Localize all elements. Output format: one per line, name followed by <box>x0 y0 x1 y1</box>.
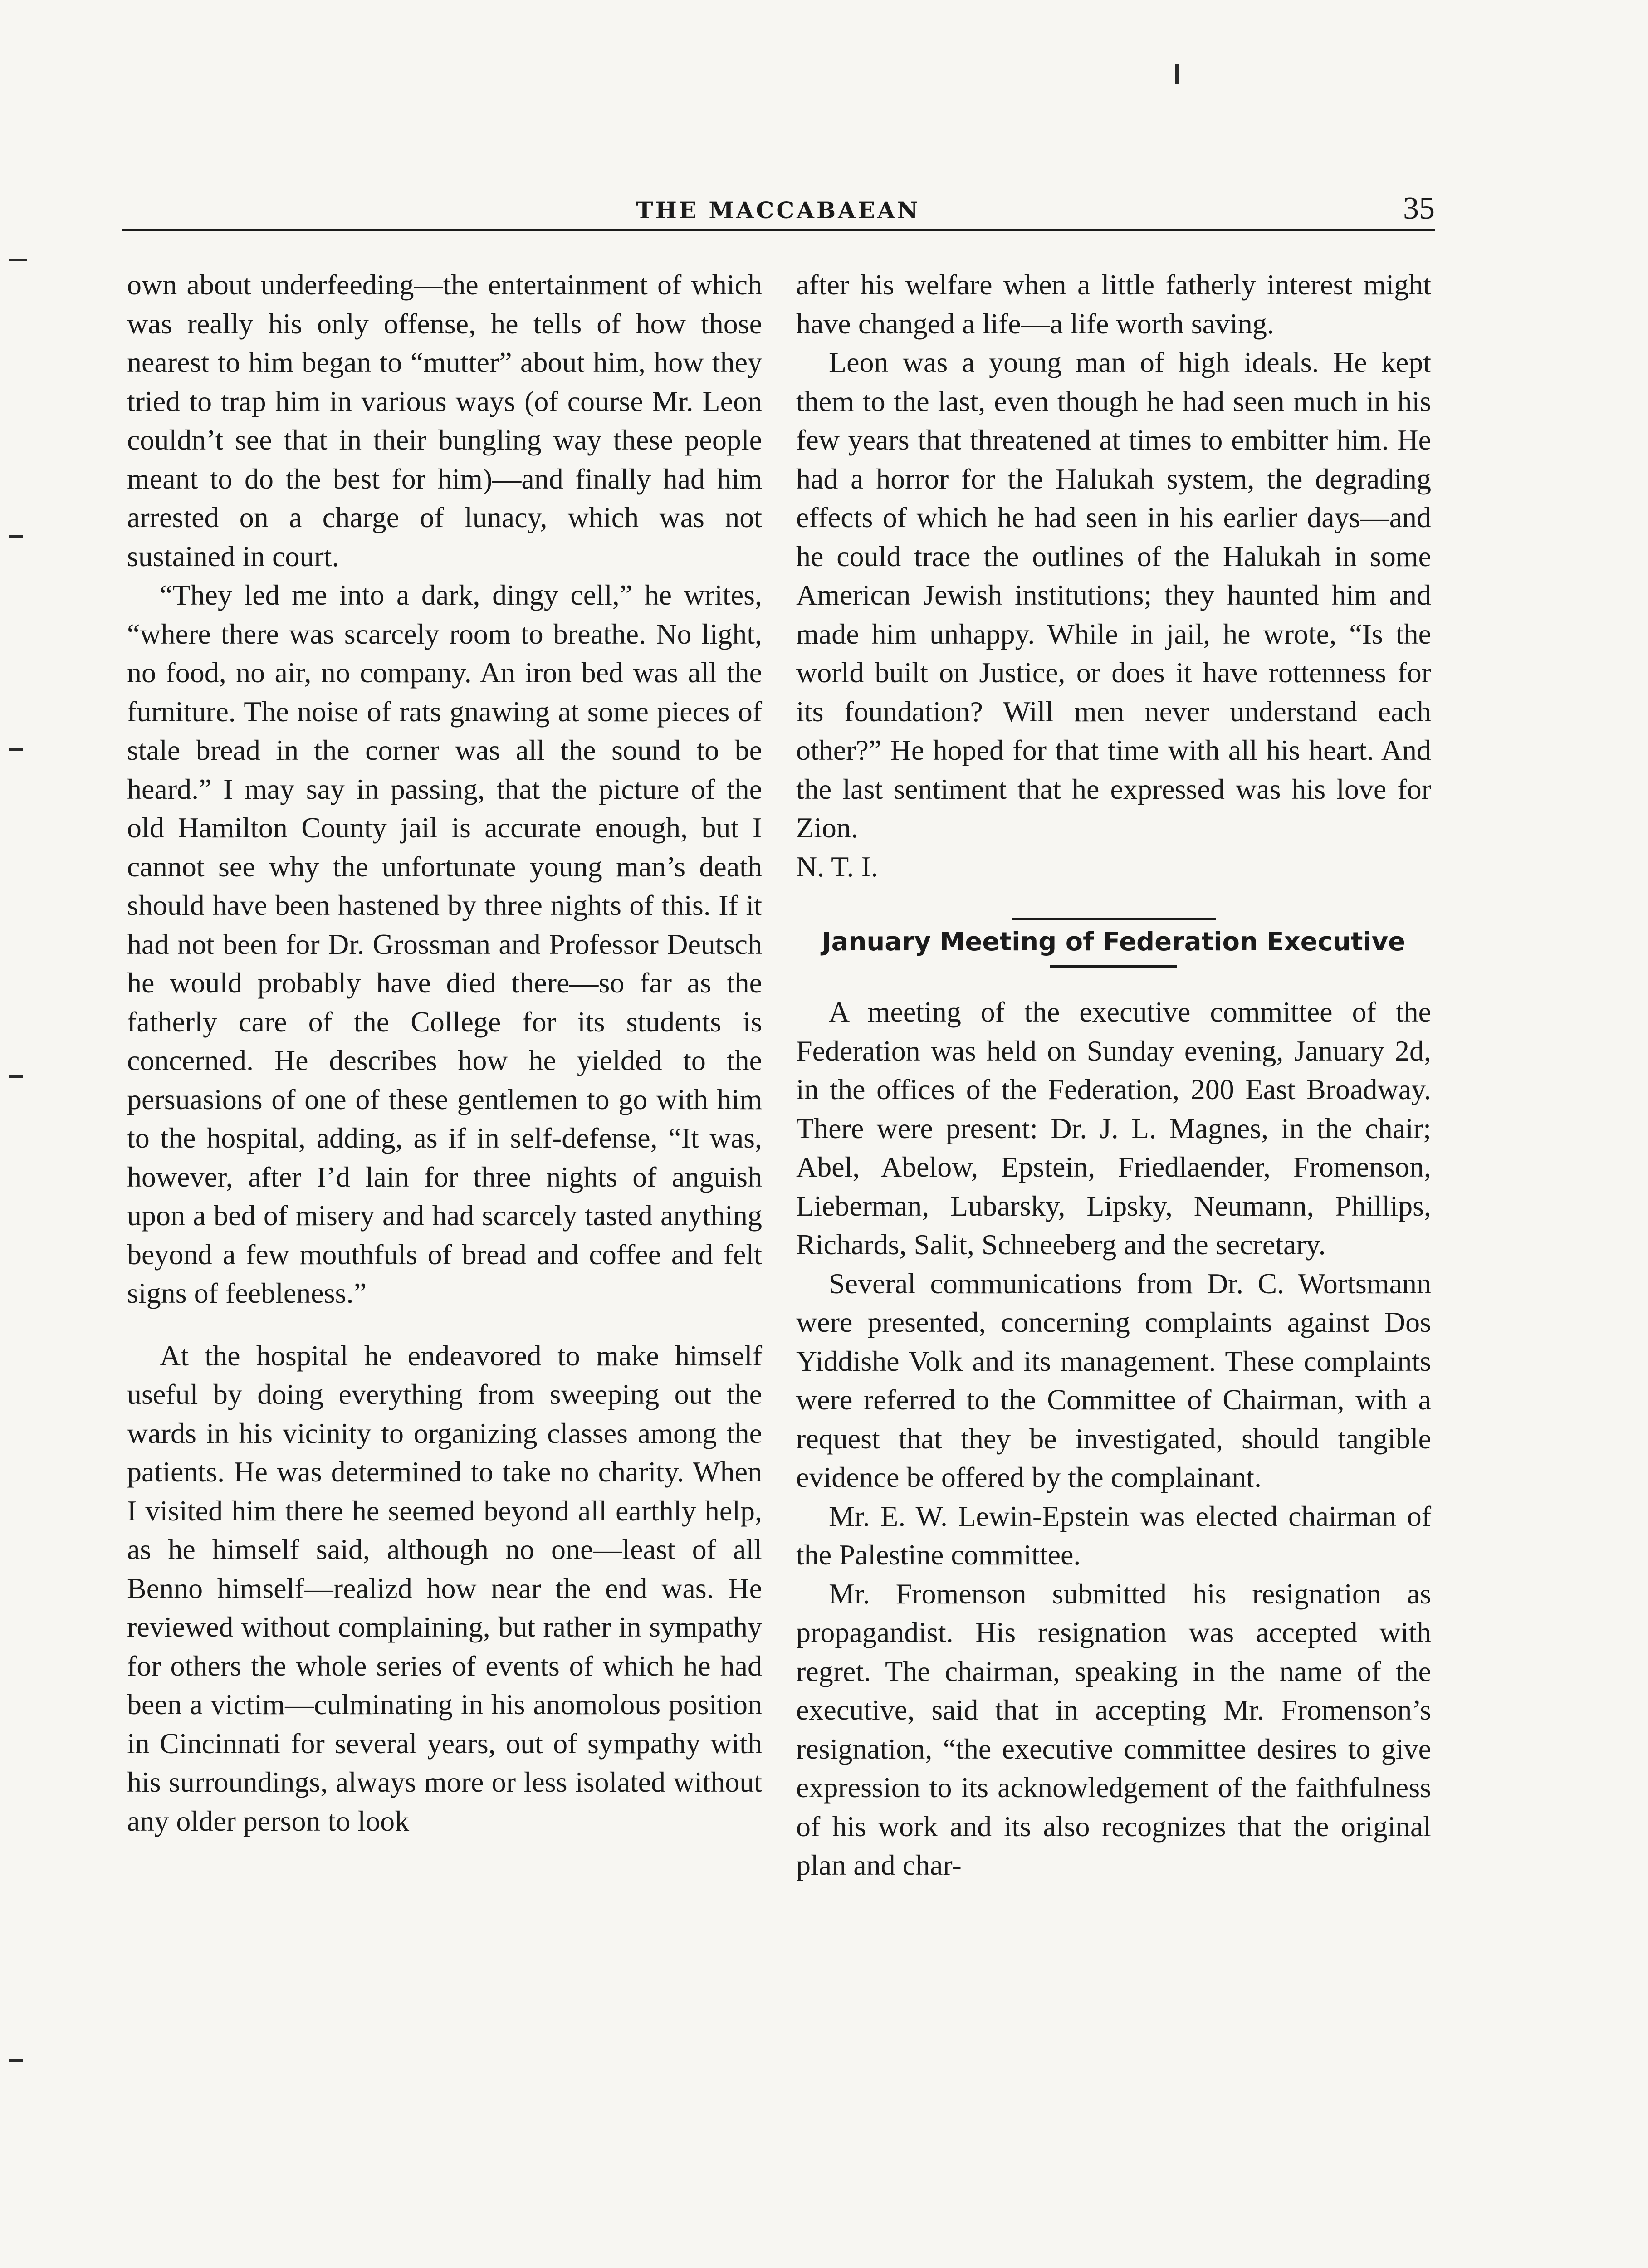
margin-mark-3 <box>9 748 23 751</box>
left-column <box>127 265 762 1840</box>
right-paragraph-1: after his welfare when a little fatherly interest might have changed a life—a life worth saving. <box>796 269 1431 340</box>
left-paragraph-2: “They led me into a dark, dingy cell,” he writes, “where there was scarcely room to breathe. No light, no food, no air, no company. An iron bed was all the furniture. The noise of rats gnawing at some pieces of stale bread in the corner was all the sound to be heard.” I may say in passing, that the picture of the old Hamilton County jail is accurate enough, but I cannot see why the unfortunate young man’s death should have been hastened by three nights of this. If it had not been for Dr. Grossman and Professor Deutsch he would probably have died there—so far as the fatherly care of the College for its students is concerned. He describes how he yielded to the persuasions of one of these gentlemen to go with him to the hospital, adding, as if in self-defense, “It was, however, after I’d lain for three nights of anguish upon a bed of misery and had scarcely tasted anything beyond a few mouthfuls of bread and coffee and felt signs of feebleness.” <box>127 579 762 1309</box>
left-paragraph-1: own about underfeeding—the entertainment of which was really his only offense, he tells of how those nearest to him began to “mutter” about him, how they tried to trap him in various ways (of course Mr. Leon couldn’t see that in their bungling way these people meant to do the best for him)—and finally had him arrested on a charge of lunacy, which was not sustained in court. <box>127 269 762 572</box>
margin-mark-5 <box>9 2059 23 2062</box>
right-paragraph-6: Mr. Fromenson submitted his resignation as propagandist. His resignation was accepted with regret. The chairman, speaking in the name of the executive, said that in accepting Mr. Fromenson’s resignation, “the executive committee desires to give expression to its acknowledgement of the faithfulness of his work and its also recognizes that the original plan and char- <box>796 1577 1431 1881</box>
author-signature: N. T. I. <box>796 850 878 883</box>
margin-mark-1 <box>9 259 27 261</box>
scan-mark-top <box>1175 64 1179 84</box>
right-paragraph-2: Leon was a young man of high ideals. He kept them to the last, even though he had seen much in his few years that threatened at times to embitter him. He had a horror for the Halukah system, the degrading effects of which he had seen in his earlier days—and he could trace the outlines of the Halukah in some American Jewish institutions; they haunted him and made him unhappy. While in jail, he wrote, “Is the world built on Justice, or does it have rottenness for its foundation? Will men never understand each other?” He hoped for that time with all his heart. And the last sentiment that he expressed was his love for Zion. <box>796 346 1431 844</box>
running-title: THE MACCABAEAN <box>636 197 920 224</box>
section-title: January Meeting of Federation Executive <box>822 927 1406 957</box>
section-rule-bottom <box>1050 965 1177 968</box>
right-paragraph-4: Several communications from Dr. C. Wortsmann were presented, concerning complaints against Dos Yiddishe Volk and its management. These complaints were referred to the Committee of Chairman, with a request that they be investigated, should tangible evidence be offered by the complainant. <box>796 1267 1431 1493</box>
section-rule-top <box>1012 918 1216 920</box>
left-paragraph-3: At the hospital he endeavored to make himself useful by doing everything from sweeping out the wards in his vicinity to organizing classes among the patients. He was determined to take no charity. When I visited him there he seemed beyond all earthly help, as he himself said, although no one—least of all Benno himself—realizd how near the end was. He reviewed without complaining, but rather in sympathy for others the whole series of events of which he had been a victim—culminating in his anomolous position in Cincinnati for several years, out of sympathy with his surroundings, always more or less isolated without any older person to look <box>127 1339 762 1837</box>
margin-mark-4 <box>9 1075 23 1078</box>
header-rule <box>122 229 1435 231</box>
page-number: 35 <box>1403 191 1435 226</box>
right-paragraph-5: Mr. E. W. Lewin-Epstein was elected chairman of the Palestine committee. <box>796 1500 1431 1571</box>
margin-mark-2 <box>9 535 23 538</box>
right-column <box>796 265 1431 1885</box>
right-paragraph-3: A meeting of the executive committee of the Federation was held on Sunday evening, January 2d, in the offices of the Federation, 200 East Broadway. There were present: Dr. J. L. Magnes, in the chair; Abel, Abelow, Epstein, Friedlaender, Fromenson, Lieberman, Lubarsky, Lipsky, Neumann, Phillips, Richards, Salit, Schneeberg and the secretary. <box>796 996 1431 1261</box>
running-head <box>122 191 1435 231</box>
